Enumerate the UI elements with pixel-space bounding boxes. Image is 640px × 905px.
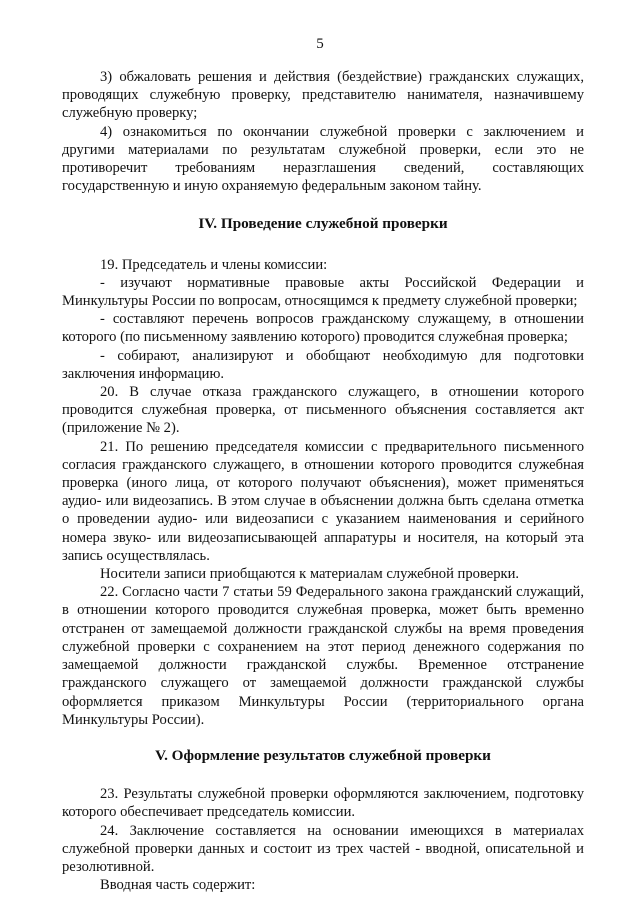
paragraph-intro-part: Вводная часть содержит: xyxy=(100,877,256,894)
paragraph-23: 23. Результаты служебной проверки оформляются заключением, подготовку которого обеспечивает председатель комиссии. xyxy=(62,786,584,821)
paragraph-24: 24. Заключение составляется на основании имеющихся в материалах служебной проверки данных и состоит из трех частей - вводной, описательной и резолютивной. xyxy=(62,822,584,875)
section-heading-4: IV. Проведение служебной проверки xyxy=(198,215,448,233)
page-number: 5 xyxy=(316,36,324,52)
paragraph-item-4: 4) ознакомиться по окончании служебной проверки с заключением и другими материалами по результатам служебной проверки, если это не противоречит требованиям неразглашения сведений, составляющих государственную и иную охраняемую федеральным законом тайну. xyxy=(62,123,584,195)
paragraph-item-3: 3) обжаловать решения и действия (бездействие) гражданских служащих, проводящих служебную проверку, представителю нанимателя, назначившему служебную проверку; xyxy=(62,69,584,122)
paragraph-19-bullet-3: - собирают, анализируют и обобщают необходимую для подготовки заключения информацию. xyxy=(62,347,584,382)
paragraph-20: 20. В случае отказа гражданского служащего, в отношении которого проводится служебная проверка, от письменного объяснения составляется акт (приложение № 2). xyxy=(62,384,584,437)
paragraph-19: 19. Председатель и члены комиссии: xyxy=(100,256,328,273)
paragraph-19-bullet-2: - составляют перечень вопросов гражданскому служащему, в отношении которого (по письменному заявлению которого) проводится служебная проверка; xyxy=(62,311,584,346)
paragraph-19-bullet-1: - изучают нормативные правовые акты Российской Федерации и Минкультуры России по вопросам, относящимся к предмету служебной проверки; xyxy=(62,274,584,310)
document-body xyxy=(62,68,584,894)
section-heading-5: V. Оформление результатов служебной проверки xyxy=(155,746,491,764)
paragraph-21: 21. По решению председателя комиссии с предварительного письменного согласия гражданского служащего, в отношении которого проводится служебная проверка (иного лица, от которого получают объяснения), может применяться аудио- или видеозапись. В этом случае в объяснении должна быть сделана отметка о проведении аудио- или видеозаписи с указанием наименования и серийного номера звуко- или видеозаписывающей аппаратуры и носителя, на который эта запись осуществлялась. xyxy=(62,438,584,564)
paragraph-21-note: Носители записи приобщаются к материалам служебной проверки. xyxy=(100,566,520,583)
paragraph-22: 22. Согласно части 7 статьи 59 Федерального закона гражданский служащий, в отношении которого проводится служебная проверка, может быть временно отстранен от замещаемой должности гражданской службы на время проведения служебной проверки с сохранением на этот период денежного содержания по замещаемой должности гражданской службы. Временное отстранение гражданского служащего от замещаемой должности гражданской службы оформляется приказом Минкультуры России (территориального органа Минкультуры России). xyxy=(62,584,584,728)
